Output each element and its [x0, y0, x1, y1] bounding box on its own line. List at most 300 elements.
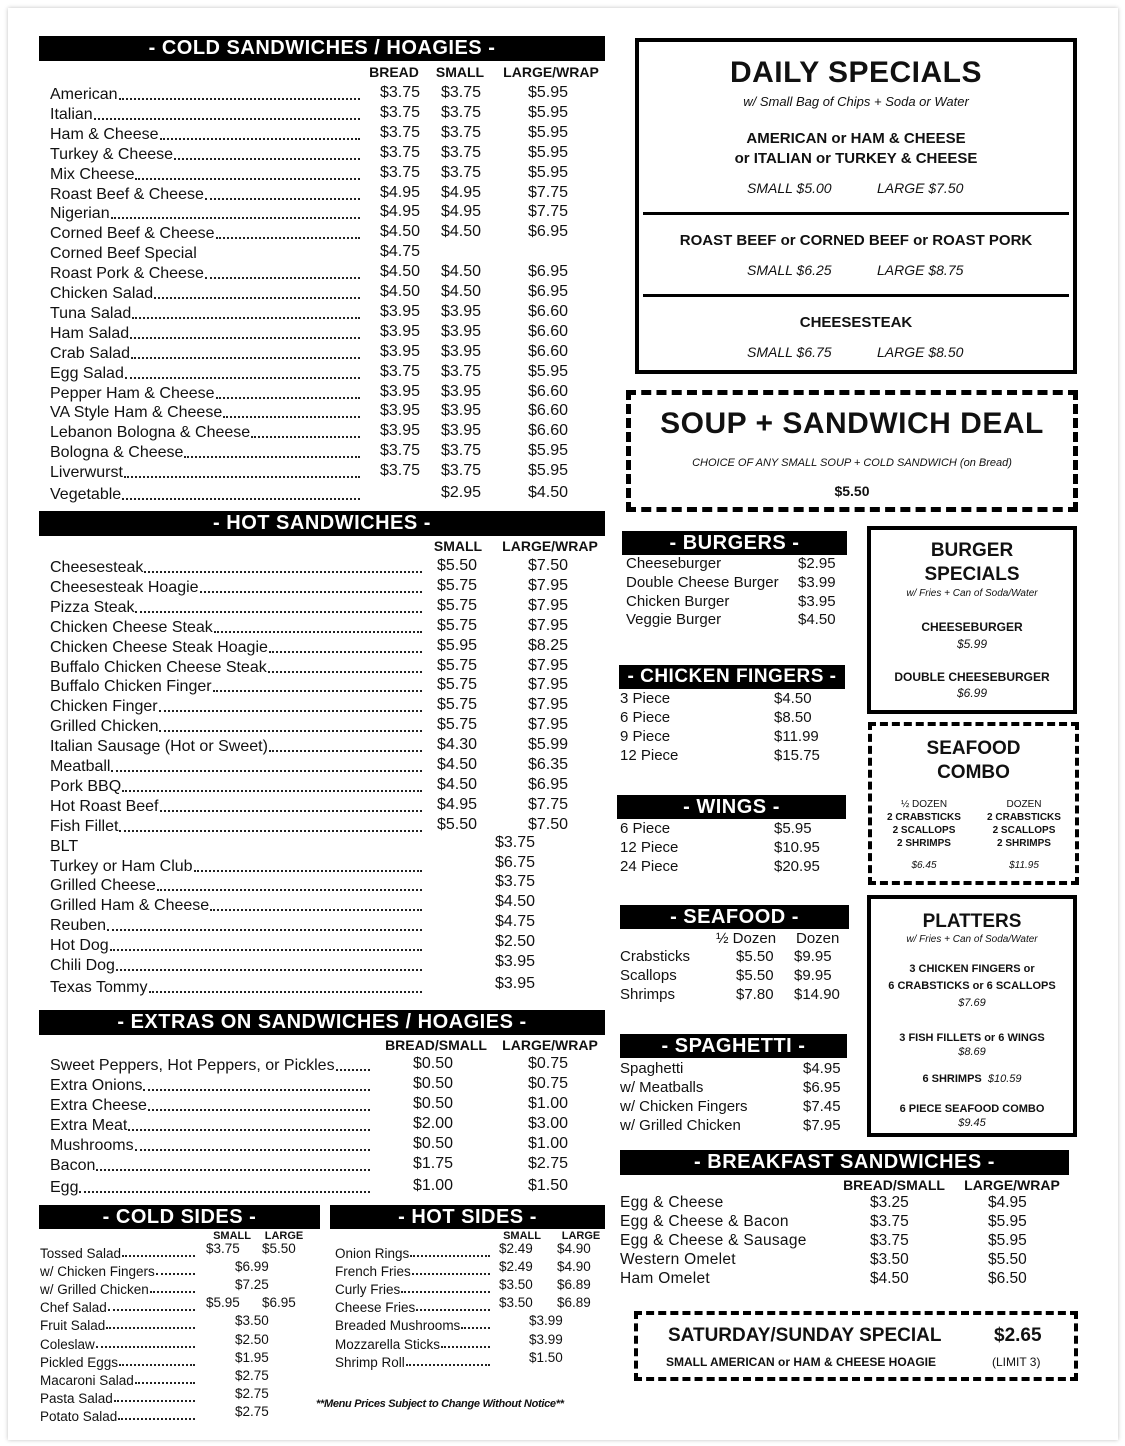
cold-sides-list: [40, 1241, 310, 1426]
cold-item-small-price: $4.50: [441, 283, 482, 300]
cold-item-name: Ham & Cheese: [50, 126, 159, 143]
hot-item: [50, 557, 424, 577]
burger-item-name: Chicken Burger: [626, 593, 730, 610]
extra-item: [50, 1075, 372, 1095]
cold-side-item: [40, 1371, 197, 1388]
hot-side-item: [335, 1353, 492, 1370]
cold-item-leader: [184, 456, 360, 458]
platter-1-price: $7.69: [958, 997, 986, 1009]
cold-item-small-price: $2.95: [441, 484, 482, 501]
cold-item-large-price: $5.95: [528, 363, 569, 380]
cold-side-item-large-price: $6.99: [235, 1259, 269, 1274]
cold-item-leader: [131, 357, 360, 359]
hot-item-large-price: $7.50: [528, 816, 569, 833]
cold-item-name: Ham Salad: [50, 325, 130, 342]
cold-side-item-leader: [135, 1382, 195, 1384]
breakfast-item-name: Egg & Cheese & Sausage: [620, 1232, 807, 1249]
hot-side-item-name: Cheese Fries: [335, 1300, 416, 1315]
seafood-combo-dozen-header: DOZEN: [1006, 799, 1042, 810]
breakfast-item-name: Ham Omelet: [620, 1270, 710, 1287]
chicken-fingers-header: - CHICKEN FINGERS -: [619, 665, 845, 689]
chicken-fingers-list: [620, 690, 842, 770]
hot-side-item-name: Shrimp Roll: [335, 1355, 405, 1370]
hot-single-item: [50, 856, 424, 876]
daily-g2-small: SMALL $6.25: [747, 262, 832, 278]
extra-item: [50, 1095, 372, 1115]
hot-single-item-price: $4.75: [495, 913, 536, 930]
platters-title: PLATTERS: [922, 911, 1022, 932]
cold-item-name: Lebanon Bologna & Cheese: [50, 424, 251, 441]
hot-item-small-price: $5.75: [437, 657, 478, 674]
hot-side-item: [335, 1316, 492, 1333]
weekend-limit: (LIMIT 3): [992, 1355, 1041, 1369]
seafood-col-half: ½ Dozen: [716, 930, 777, 947]
hot-single-item-leader: [149, 991, 422, 993]
hot-single-item-price: $2.50: [495, 933, 536, 950]
cold-item-bread-price: $3.95: [380, 402, 421, 419]
cold-item-leader: [251, 436, 360, 438]
hot-item-small-price: $5.75: [437, 597, 478, 614]
cold-item-bread-price: $3.75: [380, 84, 421, 101]
cold-side-item: [40, 1316, 197, 1333]
daily-divider-2: [643, 294, 1069, 297]
cold-side-item-name: w/ Chicken Fingers: [40, 1264, 155, 1279]
hot-item: [50, 796, 424, 816]
hot-single-item: [50, 955, 424, 975]
cold-item-small-price: $3.75: [441, 462, 482, 479]
chicken-finger-item-price: $4.50: [774, 690, 812, 707]
cold-item-name: Chicken Salad: [50, 285, 154, 302]
hot-item-leader: [200, 591, 422, 593]
cold-item-bread-price: $4.50: [380, 283, 421, 300]
hot-item: [50, 577, 424, 597]
extra-item-small-price: $0.50: [413, 1095, 454, 1112]
cold-item-name: Pepper Ham & Cheese: [50, 385, 215, 402]
cold-item-name: Corned Beef Special: [50, 245, 197, 262]
seafood-combo-half-item: 2 CRABSTICKS: [887, 812, 961, 823]
seafood-combo-dozen-item: 2 CRABSTICKS: [987, 812, 1061, 823]
cold-item-name: American: [50, 86, 118, 103]
cold-item: [50, 383, 362, 403]
hot-single-item: [50, 836, 424, 856]
cold-side-item-name: w/ Grilled Chicken: [40, 1282, 149, 1297]
hot-item-large-price: $6.95: [528, 776, 569, 793]
cold-side-item-small-price: $3.75: [206, 1241, 240, 1256]
daily-g1-line2: or ITALIAN or TURKEY & CHEESE: [734, 150, 978, 167]
hot-item: [50, 637, 424, 657]
cold-item: [50, 84, 362, 104]
hot-item-name: Buffalo Chicken Cheese Steak: [50, 659, 267, 676]
seafood-list: [620, 948, 850, 1008]
platter-3-price: $10.59: [987, 1073, 1022, 1085]
daily-specials-title: DAILY SPECIALS: [729, 56, 983, 89]
cold-side-item-large-price: $5.50: [262, 1241, 296, 1256]
extra-item-name: Extra Onions: [50, 1077, 143, 1094]
cold-side-item-large-price: $7.25: [235, 1277, 269, 1292]
hot-item: [50, 816, 424, 836]
extra-item: [50, 1135, 372, 1155]
cold-item-name: Turkey & Cheese: [50, 146, 174, 163]
cold-item: [50, 104, 362, 124]
cold-item-small-price: $3.75: [441, 104, 482, 121]
cold-item-small-price: $3.95: [441, 323, 482, 340]
cold-side-item: [40, 1280, 197, 1297]
cold-side-item-leader: [96, 1346, 195, 1348]
hot-single-item-name: Grilled Cheese: [50, 877, 156, 894]
cold-item-leader: [132, 317, 360, 319]
seafood-combo-half-item: 2 SHRIMPS: [897, 838, 951, 849]
chicken-finger-item-name: 6 Piece: [620, 709, 671, 726]
breakfast-item-large-price: $5.95: [988, 1213, 1027, 1230]
platter-3: [871, 1073, 1073, 1085]
hot-item-leader: [159, 710, 422, 712]
seafood-combo-title1: SEAFOOD: [926, 738, 1021, 759]
cold-side-item-large-price: $2.50: [235, 1332, 269, 1347]
spaghetti-item-price: $7.45: [803, 1098, 841, 1115]
hot-item-small-price: $5.75: [437, 577, 478, 594]
hot-single-item-name: Grilled Ham & Cheese: [50, 897, 210, 914]
daily-g2-large: LARGE $8.75: [877, 262, 964, 278]
cold-item: [50, 462, 362, 482]
cold-item-leader: [135, 178, 360, 180]
burger-specials-box: [867, 526, 1077, 714]
cold-item-bread-price: $3.75: [380, 462, 421, 479]
seafood-item-dozen-price: $9.95: [794, 948, 832, 965]
platters-box: [867, 895, 1077, 1137]
cold-side-item-leader: [119, 1364, 195, 1366]
weekend-special-box: [634, 1311, 1078, 1381]
hot-side-item: [335, 1298, 492, 1315]
hot-side-item-small-price: $3.50: [499, 1295, 533, 1310]
cold-side-item-large-price: $2.75: [235, 1404, 269, 1419]
cold-item-bread-price: $3.95: [380, 323, 421, 340]
cold-item-leader: [122, 498, 360, 500]
cold-item-bread-price: $4.75: [380, 243, 421, 260]
hot-side-item-name: Breaded Mushrooms: [335, 1318, 461, 1333]
seafood-item-half-price: $7.80: [736, 986, 774, 1003]
platter-4: 6 PIECE SEAFOOD COMBO: [899, 1103, 1045, 1115]
cold-item-leader: [125, 377, 360, 379]
cold-item: [50, 144, 362, 164]
breakfast-item-small-price: $3.75: [870, 1232, 909, 1249]
cold-item-large-price: $5.95: [528, 144, 569, 161]
cold-side-item: [40, 1244, 197, 1261]
cold-item-name: VA Style Ham & Cheese: [50, 404, 223, 421]
cold-item-name: Roast Pork & Cheese: [50, 265, 204, 282]
extra-item-leader: [128, 1129, 370, 1131]
extra-item-small-price: $1.00: [413, 1177, 454, 1194]
hot-item-small-price: $5.95: [437, 637, 478, 654]
hot-item: [50, 696, 424, 716]
hot-item-small-price: $4.50: [437, 776, 478, 793]
hot-item-leader: [213, 690, 422, 692]
hot-sandwiches-header: - HOT SANDWICHES -: [39, 511, 605, 536]
extra-item-name: Bacon: [50, 1157, 96, 1174]
daily-g1-line1: AMERICAN or HAM & CHEESE: [746, 130, 966, 147]
cold-side-item: [40, 1407, 197, 1424]
burger-special-1: CHEESEBURGER: [921, 620, 1023, 634]
hot-item-large-price: $7.95: [528, 676, 569, 693]
hot-item-leader: [159, 730, 422, 732]
cold-side-item-leader: [114, 1400, 195, 1402]
hot-item-large-price: $7.50: [528, 557, 569, 574]
cold-item-name: Mix Cheese: [50, 166, 135, 183]
cold-item-bread-price: $3.75: [380, 124, 421, 141]
burgers-header: - BURGERS -: [622, 531, 847, 555]
cold-item-bread-price: $3.95: [380, 303, 421, 320]
hot-sandwich-list: [50, 557, 610, 997]
hot-item-large-price: $5.99: [528, 736, 569, 753]
burgers-list: [626, 555, 841, 635]
extra-item-leader: [135, 1149, 370, 1151]
cold-side-item-large-price: $1.95: [235, 1350, 269, 1365]
hot-single-item-leader: [210, 909, 422, 911]
cold-item: [50, 223, 362, 243]
hot-item-large-price: $6.35: [528, 756, 569, 773]
hot-side-item-leader: [401, 1291, 490, 1293]
breakfast-item-large-price: $6.50: [988, 1270, 1027, 1287]
cold-item-large-price: $5.95: [528, 462, 569, 479]
seafood-item-half-price: $5.50: [736, 967, 774, 984]
hot-single-item: [50, 915, 424, 935]
burger-special-2-price: $6.99: [956, 686, 988, 700]
spaghetti-item-name: Spaghetti: [620, 1060, 684, 1077]
burger-specials-subtitle: w/ Fries + Can of Soda/Water: [906, 588, 1038, 599]
hot-single-item-price: $3.75: [495, 873, 536, 890]
cold-item-leader: [216, 397, 360, 399]
platter-1-a: 3 CHICKEN FINGERS or: [909, 963, 1035, 975]
hot-item: [50, 736, 424, 756]
cold-item-large-price: $6.60: [528, 402, 569, 419]
hot-sides-list: [335, 1241, 605, 1374]
platter-3-name: 6 SHRIMPS: [922, 1073, 982, 1085]
cold-item-large-price: $4.50: [528, 484, 569, 501]
hot-single-item-name: Reuben: [50, 917, 107, 934]
cold-side-item-leader: [156, 1273, 195, 1275]
cold-item-small-price: $3.75: [441, 144, 482, 161]
hot-item: [50, 617, 424, 637]
seafood-item-name: Shrimps: [620, 986, 676, 1003]
extra-item: [50, 1115, 372, 1135]
burger-special-2: DOUBLE CHEESEBURGER: [894, 670, 1050, 684]
cold-item: [50, 484, 362, 504]
extra-item-small-price: $0.50: [413, 1135, 454, 1152]
cold-item-small-price: $3.75: [441, 363, 482, 380]
seafood-combo-half-item: 2 SCALLOPS: [892, 825, 956, 836]
hot-item-small-price: $4.50: [437, 756, 478, 773]
daily-g1-large: LARGE $7.50: [877, 180, 964, 196]
hot-side-item-name: Curly Fries: [335, 1282, 401, 1297]
extra-item-leader: [79, 1191, 370, 1193]
seafood-header: - SEAFOOD -: [620, 905, 849, 929]
extra-item-large-price: $0.75: [528, 1075, 569, 1092]
breakfast-item-large-price: $4.95: [988, 1194, 1027, 1211]
hot-item-small-price: $4.30: [437, 736, 478, 753]
hot-single-item-name: Texas Tommy: [50, 979, 148, 996]
extra-item-name: Extra Meat: [50, 1117, 128, 1134]
burger-specials-title2: SPECIALS: [924, 564, 1020, 585]
cold-item: [50, 124, 362, 144]
cold-item-bread-price: $3.95: [380, 383, 421, 400]
hot-side-item-name: Onion Rings: [335, 1246, 410, 1261]
cold-item-small-price: $3.75: [441, 164, 482, 181]
seafood-combo-dozen-item: 2 SCALLOPS: [992, 825, 1056, 836]
hot-side-item-small-price: $2.49: [499, 1259, 533, 1274]
platters-subtitle: w/ Fries + Can of Soda/Water: [906, 934, 1038, 945]
cold-item-leader: [94, 118, 360, 120]
hot-item-name: Fish Fillet: [50, 818, 119, 835]
hot-item-small-price: $5.75: [437, 716, 478, 733]
hot-sides-header: - HOT SIDES -: [330, 1205, 605, 1229]
cold-item-leader: [174, 158, 360, 160]
daily-divider-1: [643, 212, 1069, 215]
breakfast-item-name: Egg & Cheese & Bacon: [620, 1213, 789, 1230]
chicken-finger-item-name: 3 Piece: [620, 690, 671, 707]
hot-side-item-leader: [441, 1346, 490, 1348]
hot-item-leader: [160, 810, 423, 812]
extra-item-large-price: $0.75: [528, 1055, 569, 1072]
breakfast-item-small-price: $3.25: [870, 1194, 909, 1211]
chicken-finger-item-price: $11.99: [774, 728, 819, 745]
cold-item-bread-price: $4.95: [380, 184, 421, 201]
cold-sides-header: - COLD SIDES -: [39, 1205, 320, 1229]
extra-item-name: Egg: [50, 1179, 79, 1196]
cold-item-large-price: $5.95: [528, 84, 569, 101]
daily-specials-subtitle: w/ Small Bag of Chips + Soda or Water: [743, 94, 969, 109]
extra-item-large-price: $1.50: [528, 1177, 569, 1194]
breakfast-item-name: Western Omelet: [620, 1251, 736, 1268]
cold-item-name: Crab Salad: [50, 345, 131, 362]
extra-item-leader: [96, 1169, 370, 1171]
seafood-item-name: Scallops: [620, 967, 677, 984]
hot-item-leader: [144, 571, 422, 573]
cold-item-small-price: $3.95: [441, 303, 482, 320]
hot-side-item-small-price: $3.99: [529, 1332, 563, 1347]
hot-item-name: Hot Roast Beef: [50, 798, 159, 815]
hot-item-leader: [119, 830, 422, 832]
extra-item-small-price: $0.50: [413, 1075, 454, 1092]
cold-item-leader: [154, 297, 360, 299]
wing-item-name: 24 Piece: [620, 858, 679, 875]
hot-side-item-large-price: $4.90: [557, 1241, 591, 1256]
cold-item-bread-price: $3.75: [380, 164, 421, 181]
cold-sandwich-list: [50, 84, 610, 504]
extra-item-small-price: $2.00: [413, 1115, 454, 1132]
soup-deal-desc: CHOICE OF ANY SMALL SOUP + COLD SANDWICH (on Bread): [692, 457, 1012, 469]
daily-g1-small: SMALL $5.00: [747, 180, 832, 196]
breakfast-item-small-price: $3.50: [870, 1251, 909, 1268]
cold-side-item-name: Macaroni Salad: [40, 1373, 134, 1388]
hot-item-leader: [135, 611, 422, 613]
hot-side-item-name: Mozzarella Sticks: [335, 1337, 441, 1352]
hot-item-small-price: $5.50: [437, 557, 478, 574]
extra-item: [50, 1055, 372, 1075]
spaghetti-header: - SPAGHETTI -: [620, 1034, 847, 1058]
hot-item-name: Chicken Cheese Steak: [50, 619, 213, 636]
cold-side-item-small-price: $5.95: [206, 1295, 240, 1310]
hot-side-item: [335, 1280, 492, 1297]
cold-side-item-name: Pickled Eggs: [40, 1355, 119, 1370]
hot-item-name: Pizza Steak: [50, 599, 135, 616]
soup-deal-box: [626, 390, 1078, 512]
seafood-combo-half-header: ½ DOZEN: [900, 799, 948, 810]
cold-item-bread-price: $3.75: [380, 104, 421, 121]
cold-item-leader: [111, 217, 360, 219]
hot-item-name: Buffalo Chicken Finger: [50, 678, 212, 695]
cold-item-large-price: $6.95: [528, 283, 569, 300]
hot-side-item-large-price: $4.90: [557, 1259, 591, 1274]
cold-item-name: Tuna Salad: [50, 305, 132, 322]
hot-single-item-leader: [116, 969, 422, 971]
hot-side-item-small-price: $2.49: [499, 1241, 533, 1256]
cold-side-item-name: Tossed Salad: [40, 1246, 122, 1261]
hot-single-item: [50, 895, 424, 915]
cold-item-leader: [205, 198, 360, 200]
cold-item-large-price: $7.75: [528, 203, 569, 220]
seafood-combo-dozen-item: 2 SHRIMPS: [997, 838, 1051, 849]
cold-side-item-large-price: $3.50: [235, 1313, 269, 1328]
burger-item-price: $4.50: [798, 611, 836, 628]
extra-item-leader: [148, 1109, 370, 1111]
daily-specials-box: [635, 38, 1077, 374]
extra-item-small-price: $1.75: [413, 1155, 454, 1172]
extra-item-leader: [336, 1069, 370, 1071]
chicken-finger-item-name: 12 Piece: [620, 747, 679, 764]
wings-header: - WINGS -: [617, 795, 846, 819]
hot-item-small-price: $4.95: [437, 796, 478, 813]
cold-item-large-price: $6.95: [528, 263, 569, 280]
cold-item-leader: [119, 98, 360, 100]
soup-deal-title: SOUP + SANDWICH DEAL: [660, 407, 1044, 440]
hot-item-name: Meatball: [50, 758, 111, 775]
hot-single-item-name: BLT: [50, 838, 79, 855]
weekend-title: SATURDAY/SUNDAY SPECIAL: [668, 1325, 942, 1346]
wings-list: [620, 820, 842, 880]
hot-single-item-price: $3.75: [495, 834, 536, 851]
seafood-combo-dozen-price: $11.95: [1009, 860, 1039, 871]
burger-special-1-price: $5.99: [956, 637, 988, 651]
breakfast-header: - BREAKFAST SANDWICHES -: [620, 1150, 1069, 1175]
wing-item-name: 12 Piece: [620, 839, 679, 856]
daily-g2-line1: ROAST BEEF or CORNED BEEF or ROAST PORK: [679, 232, 1033, 249]
extra-item-small-price: $0.50: [413, 1055, 454, 1072]
hot-side-item-leader: [410, 1255, 490, 1257]
seafood-item-dozen-price: $14.90: [794, 986, 840, 1003]
cold-sandwiches-header: - COLD SANDWICHES / HOAGIES -: [39, 36, 605, 61]
cold-item-small-price: $3.95: [441, 422, 482, 439]
cold-item: [50, 203, 362, 223]
cold-item-name: Corned Beef & Cheese: [50, 225, 215, 242]
extras-header: - EXTRAS ON SANDWICHES / HOAGIES -: [39, 1010, 605, 1035]
hot-single-item-leader: [107, 929, 422, 931]
hot-item-small-price: $5.50: [437, 816, 478, 833]
cold-item-small-price: $4.95: [441, 203, 482, 220]
burger-specials-title1: BURGER: [930, 540, 1014, 561]
cold-item-name: Egg Salad: [50, 365, 124, 382]
cold-side-item-leader: [108, 1309, 195, 1311]
cold-item-large-price: $7.75: [528, 184, 569, 201]
spaghetti-item-price: $7.95: [803, 1117, 841, 1134]
cold-item-small-price: $3.95: [441, 343, 482, 360]
soup-deal-price: $5.50: [834, 483, 870, 499]
hot-single-item-leader: [110, 949, 422, 951]
hot-single-item-name: Chili Dog: [50, 957, 115, 974]
cold-item: [50, 184, 362, 204]
hot-item: [50, 657, 424, 677]
hot-item-name: Chicken Finger: [50, 698, 158, 715]
cold-side-item-name: Coleslaw: [40, 1337, 95, 1352]
cold-item-small-price: $4.50: [441, 263, 482, 280]
